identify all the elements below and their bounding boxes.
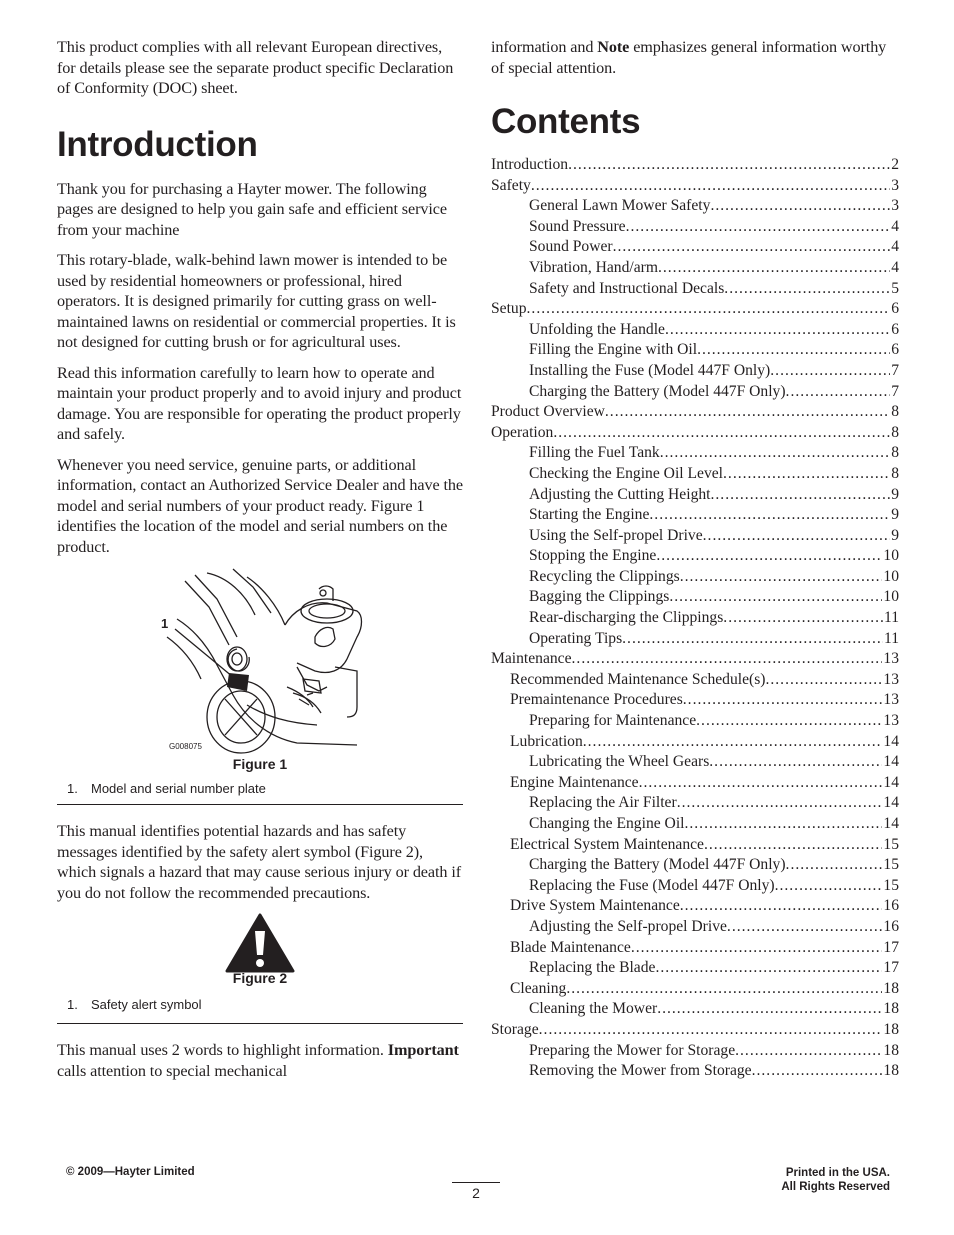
toc-leader-dots: [697, 340, 890, 361]
toc-entry[interactable]: [491, 402, 899, 423]
right-column: [491, 37, 899, 1082]
toc-entry-label: Recycling the Clippings: [529, 567, 680, 585]
toc-leader-dots: [677, 793, 883, 814]
toc-leader-dots: [655, 958, 882, 979]
toc-entry-label: Introduction: [491, 156, 569, 173]
footer-printed: [781, 1166, 890, 1194]
toc-leader-dots: [770, 361, 890, 382]
toc-entry[interactable]: [491, 814, 899, 835]
toc-leader-dots: [786, 382, 891, 403]
toc-entry-label: Engine Maintenance: [510, 773, 639, 791]
toc-leader-dots: [527, 299, 891, 320]
safety-alert-icon: [57, 913, 463, 973]
toc-entry-page: 3: [891, 176, 899, 194]
divider-1: [57, 804, 463, 805]
figure-1-note-text: Model and serial number plate: [91, 781, 266, 796]
toc-entry[interactable]: [491, 546, 899, 567]
toc-entry-label: Setup: [491, 300, 527, 318]
toc-entry-label: Unfolding the Handle: [529, 320, 665, 338]
toc-entry-page: 18: [883, 1062, 899, 1080]
figure-1-note: [57, 781, 473, 796]
toc-leader-dots: [657, 999, 882, 1020]
page-number: 2: [452, 1182, 500, 1201]
figure-2-note: [57, 997, 473, 1012]
toc-entry[interactable]: [491, 670, 899, 691]
toc-entry[interactable]: [491, 567, 899, 588]
toc-entry[interactable]: [491, 649, 899, 670]
toc-entry-page: 15: [883, 835, 899, 853]
toc-entry-label: Drive System Maintenance: [510, 897, 680, 915]
toc-entry-label: Using the Self-propel Drive: [529, 526, 703, 544]
toc-entry-page: 17: [883, 938, 899, 956]
toc-leader-dots: [709, 752, 882, 773]
toc-leader-dots: [649, 505, 890, 526]
toc-leader-dots: [566, 979, 882, 1000]
toc-entry-page: 15: [883, 876, 899, 894]
toc-leader-dots: [669, 587, 882, 608]
toc-entry-page: 14: [883, 732, 899, 750]
toc-entry[interactable]: [491, 505, 899, 526]
toc-leader-dots: [605, 402, 890, 423]
divider-2: [57, 1023, 463, 1024]
note-continuation-paragraph: [491, 37, 899, 78]
toc-entry-label: Charging the Battery (Model 447F Only): [529, 382, 786, 400]
toc-entry-label: Removing the Mower from Storage: [529, 1062, 752, 1080]
toc-entry-label: Adjusting the Self-propel Drive: [529, 917, 727, 935]
toc-leader-dots: [727, 917, 882, 938]
toc-leader-dots: [724, 279, 890, 300]
toc-leader-dots: [684, 814, 882, 835]
figure-2-note-number: 1.: [67, 997, 78, 1012]
toc-entry[interactable]: [491, 443, 899, 464]
toc-entry-page: 14: [883, 815, 899, 832]
toc-entry-label: Electrical System Maintenance: [510, 835, 704, 853]
toc-entry-label: Storage: [491, 1020, 539, 1038]
toc-leader-dots: [765, 670, 882, 691]
toc-entry-label: Starting the Engine: [529, 506, 650, 524]
toc-entry-page: 11: [883, 629, 899, 647]
note-word: Note: [597, 38, 630, 56]
toc-leader-dots: [539, 1020, 883, 1041]
toc-leader-dots: [658, 258, 890, 279]
toc-entry-page: 14: [883, 794, 899, 812]
toc-leader-dots: [622, 629, 883, 650]
toc-entry[interactable]: [491, 629, 899, 650]
toc-entry[interactable]: [491, 423, 899, 444]
toc-entry[interactable]: [491, 958, 899, 979]
toc-entry[interactable]: [491, 196, 899, 217]
figure-2-note-text: Safety alert symbol: [91, 997, 202, 1012]
toc-leader-dots: [723, 608, 883, 629]
toc-entry-label: Lubrication: [510, 732, 583, 750]
toc-entry-page: 4: [891, 217, 899, 235]
toc-entry-page: 13: [883, 712, 899, 730]
toc-entry[interactable]: [491, 917, 899, 938]
toc-entry-page: 8: [891, 423, 899, 441]
toc-entry-label: Cleaning: [510, 979, 567, 997]
toc-entry[interactable]: [491, 382, 899, 403]
toc-entry[interactable]: [491, 320, 899, 341]
left-column: [57, 37, 463, 1091]
toc-entry[interactable]: [491, 855, 899, 876]
toc-entry[interactable]: [491, 587, 899, 608]
toc-entry-page: 8: [891, 464, 899, 482]
toc-entry-label: Blade Maintenance: [510, 938, 631, 956]
toc-entry[interactable]: [491, 896, 899, 917]
toc-entry-label: Bagging the Clippings: [529, 588, 670, 606]
toc-entry[interactable]: [491, 217, 899, 238]
important-word: Important: [387, 1041, 459, 1059]
toc-entry[interactable]: [491, 155, 899, 176]
toc-entry[interactable]: [491, 979, 899, 1000]
toc-entry-label: Lubricating the Wheel Gears: [529, 753, 710, 771]
toc-entry-page: 14: [883, 753, 899, 771]
toc-entry-page: 9: [891, 526, 899, 544]
intro-paragraph-3: Read this information carefully to learn how to operate and maintain your product properly and to avoid injury and product damage. You are responsible for operating the product properly and safely.: [57, 363, 462, 443]
toc-entry[interactable]: [491, 279, 899, 300]
toc-entry-page: 18: [883, 1000, 899, 1018]
toc-entry-label: Operation: [491, 423, 554, 441]
toc-entry[interactable]: [491, 608, 899, 629]
toc-entry-page: 6: [891, 341, 899, 359]
toc-entry[interactable]: [491, 690, 899, 711]
footer-printed-line: Printed in the USA.: [785, 1167, 890, 1179]
toc-leader-dots: [553, 423, 890, 444]
intro-paragraph-1: Thank you for purchasing a Hayter mower. The following pages are designed to help you gain safe and efficient service from your machine: [57, 179, 447, 239]
toc-entry-label: Sound Pressure: [529, 217, 626, 235]
note-continuation-start: information and: [491, 38, 598, 56]
toc-entry-page: 7: [891, 361, 899, 379]
figure-1: [57, 567, 463, 803]
toc-entry[interactable]: [491, 938, 899, 959]
toc-leader-dots: [660, 443, 890, 464]
toc-entry-page: 16: [883, 917, 899, 935]
toc-entry-label: Product Overview: [491, 403, 605, 421]
note-continuation-rest: emphasizes general information worthy of special attention.: [491, 38, 887, 77]
toc-entry[interactable]: [491, 485, 899, 506]
toc-entry-label: Stopping the Engine: [529, 547, 657, 565]
safety-paragraph: This manual identifies potential hazards and has safety messages identified by the safety alert symbol (Figure 2), which signals a hazard that may cause serious injury or death if you do not follow the recommended precautions.: [57, 822, 462, 902]
toc-entry-label: Premaintenance Procedures: [510, 691, 683, 709]
toc-leader-dots: [723, 464, 890, 485]
footer-copyright: © 2009—Hayter Limited: [66, 1166, 195, 1178]
introduction-heading: Introduction: [57, 124, 258, 164]
toc-entry[interactable]: [491, 999, 899, 1020]
toc-entry[interactable]: [491, 752, 899, 773]
toc-leader-dots: [656, 546, 882, 567]
toc-entry-page: 4: [891, 258, 899, 276]
toc-entry-page: 5: [891, 279, 899, 297]
toc-entry[interactable]: [491, 1041, 899, 1062]
toc-entry-label: Cleaning the Mower: [529, 1000, 658, 1018]
toc-entry-label: Replacing the Fuse (Model 447F Only): [529, 876, 775, 894]
toc-entry-label: General Lawn Mower Safety: [529, 197, 711, 215]
important-description: calls attention to special mechanical: [57, 1061, 288, 1080]
toc-entry[interactable]: [491, 340, 899, 361]
toc-leader-dots: [531, 176, 890, 197]
toc-leader-dots: [735, 1041, 882, 1062]
toc-entry-label: Vibration, Hand/arm: [529, 258, 658, 276]
highlight-words-paragraph: [57, 1040, 463, 1081]
figure-1-note-number: 1.: [67, 781, 78, 796]
toc-entry-page: 6: [891, 320, 899, 338]
toc-leader-dots: [665, 320, 890, 341]
toc-entry-label: Replacing the Blade: [529, 959, 656, 977]
toc-entry-page: 16: [883, 897, 899, 915]
toc-leader-dots: [583, 732, 883, 753]
toc-entry-page: 3: [891, 197, 899, 215]
toc-entry-page: 8: [891, 444, 899, 462]
toc-entry-label: Operating Tips: [529, 629, 623, 647]
toc-leader-dots: [572, 649, 883, 670]
toc-entry-page: 10: [883, 547, 899, 565]
toc-leader-dots: [683, 690, 883, 711]
toc-entry-label: Safety and Instructional Decals: [529, 279, 725, 297]
toc-leader-dots: [775, 876, 883, 897]
toc-leader-dots: [568, 155, 890, 176]
contents-heading: Contents: [491, 102, 641, 141]
toc-entry-page: 13: [883, 650, 899, 668]
toc-entry-label: Recommended Maintenance Schedule(s): [510, 670, 766, 688]
toc-entry-label: Safety: [491, 176, 531, 194]
footer-rights-line: All Rights Reserved: [781, 1181, 890, 1193]
toc-entry-page: 4: [891, 238, 899, 256]
toc-entry-page: 18: [883, 1041, 899, 1059]
toc-leader-dots: [680, 567, 883, 588]
toc-entry-page: 6: [891, 300, 899, 318]
toc-entry-label: Filling the Engine with Oil: [529, 341, 698, 359]
toc-entry[interactable]: [491, 732, 899, 753]
toc-entry[interactable]: [491, 361, 899, 382]
toc-leader-dots: [711, 485, 891, 506]
toc-entry-page: 8: [891, 403, 899, 421]
toc-entry[interactable]: [491, 793, 899, 814]
toc-leader-dots: [786, 855, 883, 876]
toc-entry-page: 11: [883, 609, 899, 627]
toc-entry[interactable]: [491, 237, 899, 258]
toc-entry-page: 9: [891, 506, 899, 524]
toc-entry-page: 18: [883, 1020, 899, 1038]
figure-1-callout: 1: [161, 616, 169, 631]
toc-entry-label: Sound Power: [529, 238, 613, 256]
toc-entry[interactable]: [491, 711, 899, 732]
toc-entry-page: 9: [891, 485, 899, 503]
toc-entry-page: 18: [883, 979, 899, 997]
toc-entry-label: Filling the Fuel Tank: [529, 444, 660, 462]
toc-entry-label: Installing the Fuse (Model 447F Only): [529, 361, 771, 379]
toc-entry-label: Charging the Battery (Model 447F Only): [529, 856, 786, 874]
toc-entry-label: Preparing for Maintenance: [529, 712, 697, 730]
figure-2-caption: Figure 2: [232, 970, 288, 986]
toc-entry[interactable]: [491, 835, 899, 856]
toc-leader-dots: [639, 773, 883, 794]
toc-leader-dots: [710, 196, 890, 217]
toc-entry-page: 10: [883, 588, 899, 606]
mower-serial-plate-illustration: [57, 567, 463, 757]
toc-entry-page: 14: [883, 773, 899, 791]
toc-entry[interactable]: [491, 299, 899, 320]
highlight-words-text: This manual uses 2 words to highlight information.: [57, 1041, 384, 1059]
figure-2: [57, 913, 463, 1023]
toc-leader-dots: [631, 938, 883, 959]
toc-entry[interactable]: [491, 1020, 899, 1041]
toc-entry[interactable]: [491, 464, 899, 485]
toc-leader-dots: [613, 237, 891, 258]
toc-leader-dots: [680, 896, 883, 917]
toc-entry-label: Preparing the Mower for Storage: [529, 1041, 736, 1059]
toc-entry[interactable]: [491, 258, 899, 279]
toc-entry-page: 13: [883, 670, 899, 688]
toc-entry[interactable]: [491, 176, 899, 197]
toc-entry-page: 17: [883, 959, 899, 977]
toc-entry-page: 2: [891, 156, 899, 173]
toc-leader-dots: [704, 835, 882, 856]
toc-leader-dots: [696, 711, 882, 732]
toc-entry[interactable]: [491, 1061, 899, 1082]
intro-paragraph-4: Whenever you need service, genuine parts, or additional information, contact an Authorized Service Dealer and have the model and serial numbers of your product ready. Figure 1 identifies the location of the model and serial numbers on the product.: [57, 455, 463, 556]
toc-entry-page: 13: [883, 691, 899, 709]
toc-entry-label: Replacing the Air Filter: [529, 794, 677, 812]
toc-entry-label: Maintenance: [491, 650, 572, 668]
toc-entry-page: 15: [883, 856, 899, 874]
table-of-contents: [491, 155, 899, 1082]
toc-entry-label: Changing the Engine Oil: [529, 815, 685, 832]
toc-entry-label: Checking the Engine Oil Level: [529, 464, 724, 482]
toc-leader-dots: [752, 1061, 883, 1082]
toc-leader-dots: [703, 526, 891, 547]
intro-paragraph-2: This rotary-blade, walk-behind lawn mower is intended to be used by residential homeowners or professional, hired operators. It is designed primarily for cutting grass on well-maintained lawns on residential or commercial properties. It is not designed for cutting brush or for agricultural uses.: [57, 251, 456, 351]
toc-entry-page: 7: [891, 382, 899, 400]
toc-entry[interactable]: [491, 773, 899, 794]
toc-entry-label: Adjusting the Cutting Height: [529, 485, 711, 503]
figure-1-code: G008075: [169, 742, 202, 751]
figure-1-caption: Figure 1: [232, 756, 288, 772]
toc-entry-page: 10: [883, 567, 899, 585]
toc-entry-label: Rear-discharging the Clippings: [529, 609, 724, 627]
toc-entry[interactable]: [491, 526, 899, 547]
toc-entry[interactable]: [491, 876, 899, 897]
compliance-paragraph: This product complies with all relevant European directives, for details please see the separate product specific Declaration of Conformity (DOC) sheet.: [57, 38, 454, 97]
toc-leader-dots: [626, 217, 891, 238]
